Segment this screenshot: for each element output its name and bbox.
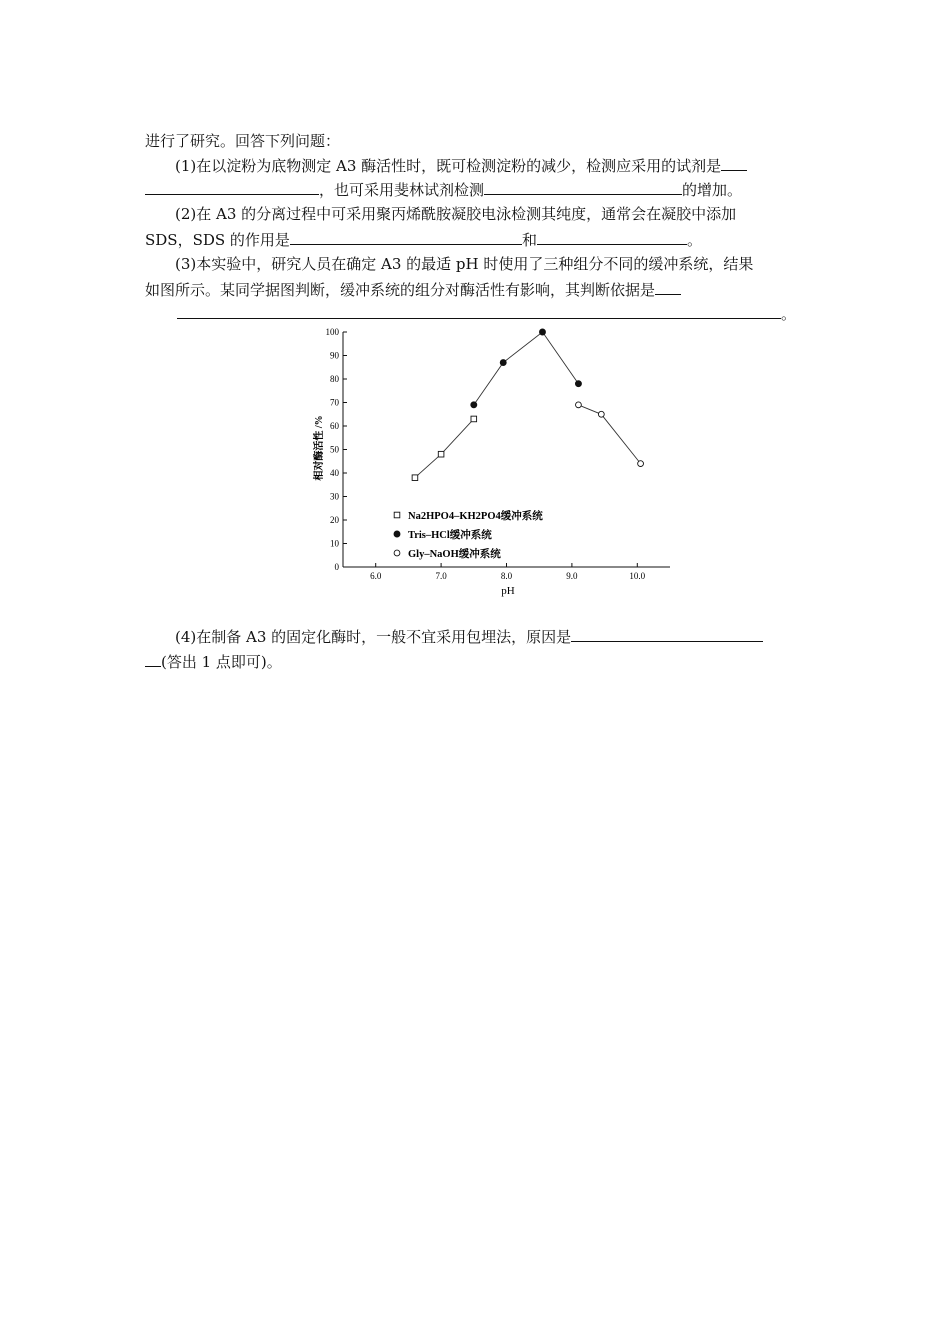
intro-text: 进行了研究。回答下列问题： bbox=[145, 132, 341, 150]
data-point-filled-circle bbox=[575, 381, 581, 387]
q2-blank-1[interactable] bbox=[290, 229, 522, 245]
ph-activity-chart bbox=[300, 322, 680, 602]
y-tick-label: 100 bbox=[325, 327, 339, 337]
q2-blank-2[interactable] bbox=[537, 229, 687, 245]
y-axis-label: 相对酶活性 /% bbox=[314, 415, 325, 481]
q1-text-b: ，也可采用斐林试剂检测 bbox=[319, 181, 485, 199]
data-point-open-circle bbox=[576, 402, 582, 408]
question-1-line-2 bbox=[145, 179, 742, 200]
question-4-line-1 bbox=[175, 626, 763, 647]
legend-label: Tris–HCl缓冲系统 bbox=[408, 530, 492, 541]
data-point-square bbox=[438, 451, 444, 457]
q1-blank-1[interactable] bbox=[721, 155, 747, 171]
x-tick-label: 8.0 bbox=[500, 571, 513, 581]
q2-text-b: SDS，SDS 的作用是 bbox=[145, 231, 290, 249]
q2-text-c: 和 bbox=[521, 231, 537, 249]
x-tick-label: 7.0 bbox=[435, 571, 447, 581]
y-tick-label: 10 bbox=[330, 538, 339, 549]
chart-legend bbox=[394, 509, 543, 560]
series-line bbox=[415, 419, 474, 478]
data-point-open-circle bbox=[598, 411, 604, 417]
question-3-line-3 bbox=[177, 303, 796, 324]
y-tick-label: 70 bbox=[330, 397, 339, 408]
x-tick-label: 9.0 bbox=[566, 571, 578, 581]
q2-text-d: 。 bbox=[686, 231, 702, 249]
q4-text-b: (答出 1 点即可)。 bbox=[161, 653, 282, 671]
y-tick-label: 80 bbox=[330, 374, 339, 384]
q3-blank-1-cont[interactable] bbox=[177, 303, 781, 319]
q3-text-c: 。 bbox=[781, 305, 797, 323]
q1-blank-1-cont[interactable] bbox=[145, 179, 319, 195]
y-tick-label: 60 bbox=[330, 421, 339, 431]
x-ticks bbox=[370, 563, 646, 581]
series-line bbox=[474, 332, 579, 405]
question-3-line-2 bbox=[145, 279, 681, 300]
y-tick-label: 30 bbox=[330, 491, 339, 502]
question-2-line-2 bbox=[145, 229, 702, 250]
data-point-filled-circle bbox=[500, 360, 506, 366]
q1-text-a: (1)在以淀粉为底物测定 A3 酶活性时，既可检测淀粉的减少，检测应采用的试剂是 bbox=[175, 157, 722, 175]
y-tick-label: 20 bbox=[330, 515, 339, 525]
x-axis-label: pH bbox=[501, 585, 515, 597]
question-4-line-2 bbox=[145, 651, 282, 672]
series-line bbox=[578, 405, 640, 464]
question-3-line-1: (3)本实验中，研究人员在确定 A3 的最适 pH 时使用了三种组分不同的缓冲系统，结果 bbox=[175, 255, 754, 273]
q1-text-c: 的增加。 bbox=[682, 181, 743, 199]
x-tick-label: 10.0 bbox=[629, 571, 646, 581]
y-tick-label: 0 bbox=[334, 562, 339, 572]
x-tick-label: 6.0 bbox=[370, 571, 382, 581]
data-point-open-circle bbox=[638, 461, 644, 467]
question-2-line-1: (2)在 A3 的分离过程中可采用聚丙烯酰胺凝胶电泳检测其纯度，通常会在凝胶中添加 bbox=[175, 205, 737, 223]
chart-series bbox=[412, 329, 643, 481]
q3-text-b: 如图所示。某同学据图判断，缓冲系统的组分对酶活性有影响，其判断依据是 bbox=[145, 281, 656, 299]
chart-axes bbox=[343, 332, 670, 567]
data-point-square bbox=[471, 416, 477, 422]
y-tick-label: 90 bbox=[330, 350, 339, 361]
legend-label: Na2HPO4–KH2PO4缓冲系统 bbox=[408, 511, 543, 522]
data-point-square bbox=[394, 512, 400, 518]
data-point-open-circle bbox=[394, 550, 400, 556]
q4-blank-1[interactable] bbox=[571, 626, 763, 642]
y-tick-label: 50 bbox=[330, 444, 339, 455]
q1-blank-2[interactable] bbox=[484, 179, 682, 195]
data-point-filled-circle bbox=[539, 329, 545, 335]
q4-text-a: (4)在制备 A3 的固定化酶时，一般不宜采用包埋法，原因是 bbox=[175, 628, 572, 646]
question-1-line-1 bbox=[175, 155, 747, 176]
data-point-square bbox=[412, 475, 418, 481]
q3-blank-1[interactable] bbox=[655, 279, 681, 295]
y-ticks bbox=[326, 327, 348, 572]
data-point-filled-circle bbox=[394, 531, 400, 537]
legend-label: Gly–NaOH缓冲系统 bbox=[408, 549, 501, 560]
data-point-filled-circle bbox=[471, 402, 477, 408]
y-tick-label: 40 bbox=[330, 468, 339, 478]
q4-blank-1-cont[interactable] bbox=[145, 651, 161, 667]
